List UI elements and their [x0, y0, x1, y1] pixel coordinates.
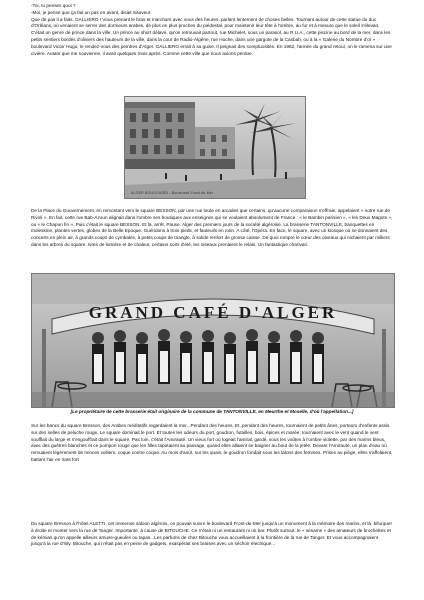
paragraph-square-besson: De la Place du Gouvernement, en remontant vers le square BESSON, par une rue toute en arcades que certains, qu'aucune comparaison n'effraie, appelaient « notre rue de Rivoli ». En fait, cette rue Bab-Azoun alignait dans l'ombre ses boutiques aux enseignes qui se voulaient absolument de France : « le Bambin parisien », « les Deux Magots », ou « le Chapon fin »..Puis c'était le square BESSON. Et là, arrêt. Pause. Alger des premiers jours de la société algéroise. La brasserie TANTONVILLE, banquettes en moleskine, plantes vertes, globes de la Belle Epoque. Guéridons à trois pieds, et fauteuils en rotin. A côté, l'Opéra. En face, le square, avec un kiosque où se donnaient des concerts en plein air, à grands coups de cymbales, à petits coups de triangle, à solide renfort de grosse caisse. De quoi rompre le cœur des oiseaux qui nichaient par milliers dans les arbres du square. Ivres de lumière et de chaleur, certains soirs d'été, les oiseaux prenaient le relais. Un fantastique charivari.: [31, 208, 393, 247]
photo-boulevard-palm-trees: [124, 96, 306, 199]
paragraph-intro: -Toi, tu penses quoi ? -Moi, je pense que ça fait un pas en avant, disait Sauveur. Que de pas il a faits, GALLIERO ! Vous prenant le bras et marchant avec vous des heures, parlant lentement de choses belles. Tournant autour de cette statue du duc d'Orléans, où venaient se serrer des dormeurs arabes, de plus en plus proches du piédestal, pour maintenir leur tête à l'ombre, au fur et à mesure que le soleil s'élevait. C'était un genre de prince dans la ville. Un prince au short délavé, qu'on retrouvait partout, rue Michelet, sous un parasol, au R.U.A., cette piscine au bord de la mer, dans les petits sentiers bordés d'oliviers des hauteurs de la ville, dans la cour de Radio-Algérie, rue Hoche, dans une gargote de la Casbah, ou à la « Galerie du Nombre d'or » boulevard Victor Hugo, le rendez-vous des peintres d'Alger. GALLIERO errait à sa guise. Il peignait des somptuosités. En 1962, l'année du grand retour, on le ramena sur une civière. Autant que me souvienne, il avait quelques mois après. Comme cette ville que nous avions perdue.: [31, 3, 392, 56]
photo-boulevard-illustration: [125, 97, 305, 198]
photo-caption: [Le propriétaire de cette brasserie était originaire de la commune de TANTONVILLE, en Meurthe et Moselle, d'où l'appellation...]: [70, 409, 354, 414]
cafe-sign-text: GRAND CAFÉ D'ALGER: [88, 303, 338, 322]
photo-caption-label: ALGER BOULEVARD - Boulevard Front-de-Mer: [131, 191, 214, 195]
photo-grand-cafe-waiters: [31, 273, 395, 408]
paragraph-hotel-aletti: Du square Bresson à l'hôtel ALETTI, cet immense saloon algérois, on pouvait suivre le boulevard Front-de-Mer jusqu'à un monument à la mémoire des marins, et là, bifurquer à droite et monter vers la rue de Tanger. Importante, à cause de BITOUCHE. Ce n'était ni un restaurant ni un bar. Plutôt surtout, le « sésame » des amateurs de brochettes et de kémias qu'on appelle ailleurs amuse-gueules ou tapas...Les parfums de chez Bitouche vous accueillaient à la frontière de la rue de Tanger. Et vous accompagnaient jusqu'à la rue d'Isly. Bitouche, qui n'était pas en peine de gadgets, exaspérait ses braises avec un séchoir électrique...: [31, 521, 393, 547]
paragraph-square-bresson: Sur les bancs du square Bresson, des Arabes méditatifs regardaient la mer...Pendant des heures. Et, pendant des heures, tournaient de petits ânes, porteurs d'enfants assis sur des selles de peluche rouge. Le square dominait le port. Et toutes les odeurs du port, goudron, futailles, bois, épices et marée, tournaient avec le vent quand le vent soufflait du large et s'engouffrait dans le square. Pas loin, c'était l'Amirauté. Un vieux fort où logeait l'amiral, gardé, sous les voûtes à l'ombre violette, par des marins bleus, avec des guêtres blanches et ce pompon rouge que les filles tapotaient au passage, quand elles allaient se baigner au bout de la jetée. Devant l'Amirauté, un plan d'eau où remuaient légèrement de minces voiliers, coque contre coque. Au mois d'août, sur les quais, le goudron fondait sous les talons des femmes. Prises au piège, elles s'affolaient, battant l'air en riant fort: [31, 423, 393, 462]
photo-cafe-illustration: [32, 274, 394, 407]
